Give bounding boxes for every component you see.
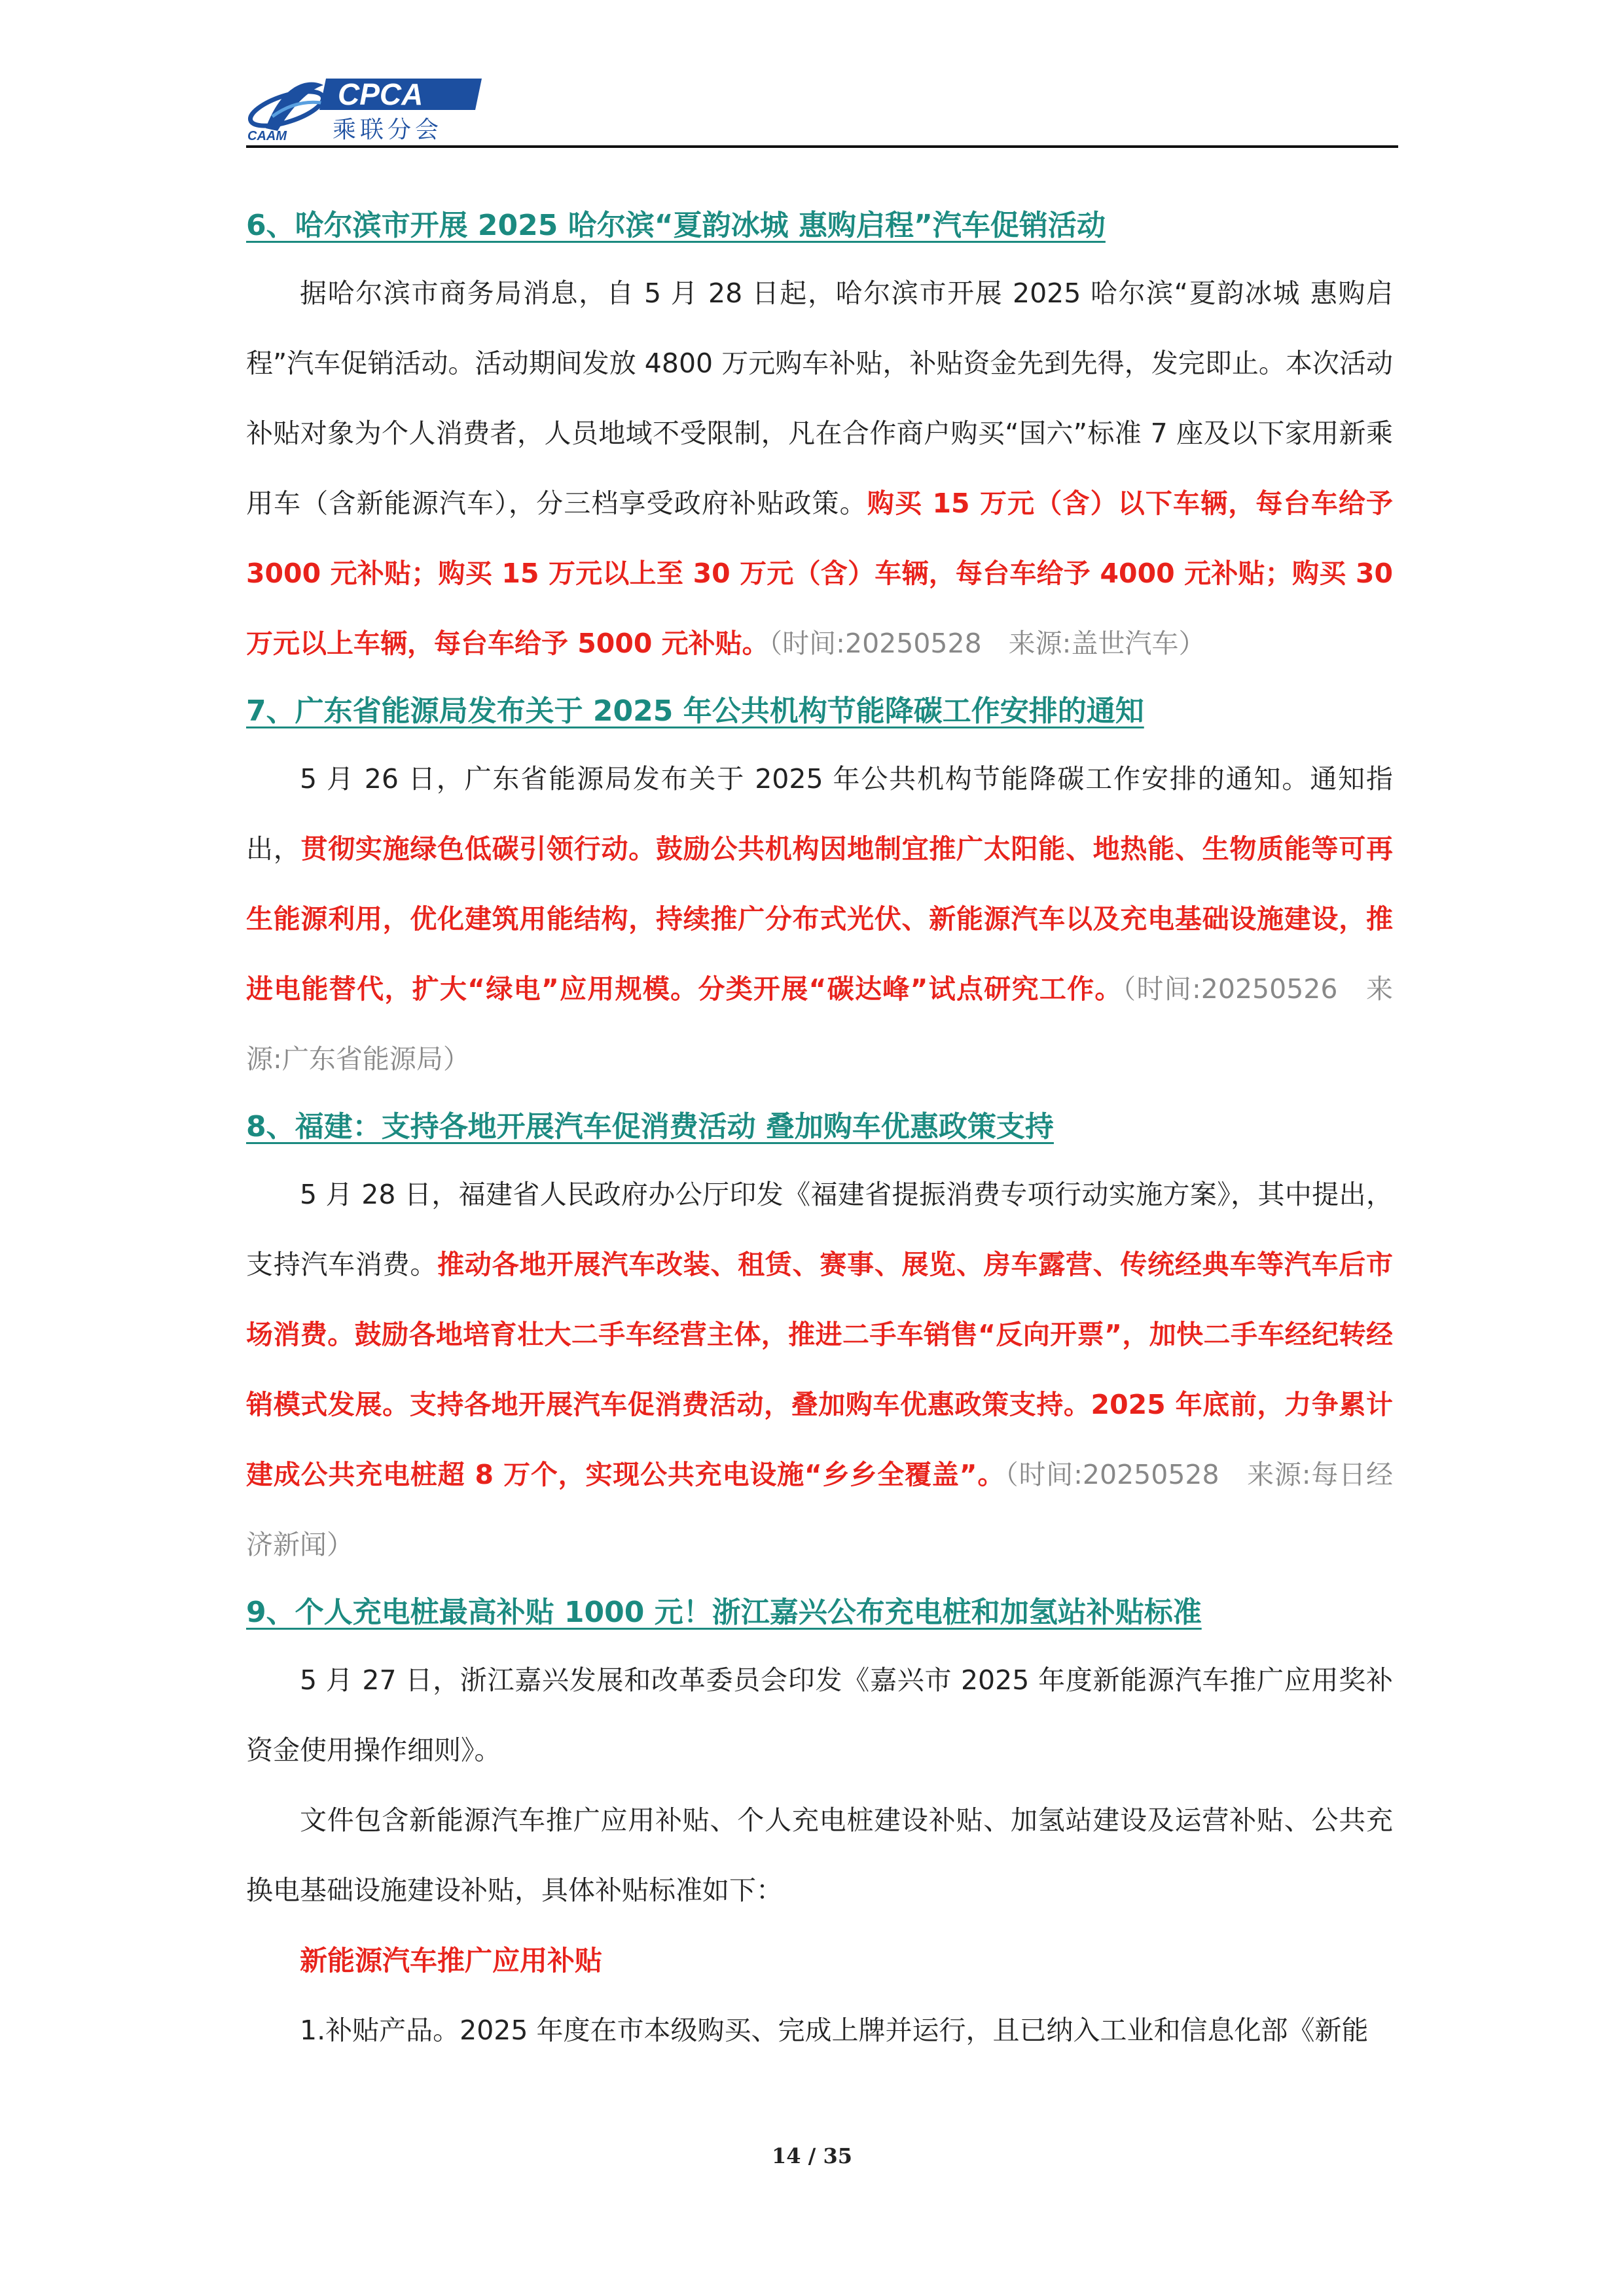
emphasis-text: 购买 15 万元（含）以下车辆，每台车给予 3000 元补贴；购买 15 万元以上至 30 万元（含）车辆，每台车给予 4000 元补贴；购买 30 万元以上车辆，每台车给予 5000 元补贴。 [246,488,1394,659]
emphasis-text: 推动各地开展汽车改装、租赁、赛事、展览、房车露营、传统经典车等汽车后市场消费。鼓励各地培育壮大二手车经营主体，推进二手车销售“反向开票”，加快二手车经纪转经销模式发展。支持各地开展汽车促消费活动，叠加购车优惠政策支持。2025 年底前，力争累计建成公共充电桩超 8 万个，实现公共充电设施“乡乡全覆盖”。 [246,1249,1393,1490]
paragraph [246,259,1393,679]
page-number: 14 / 35 [771,2144,853,2168]
section-heading: 9、个人充电桩最高补贴 1000 元！浙江嘉兴公布充电桩和加氢站补贴标准 [246,1596,1202,1629]
paragraph: 1.补贴产品。2025 年度在市本级购买、完成上牌并运行，且已纳入工业和信息化部《新能 [300,2015,1369,2046]
svg-text:CPCA: CPCA [338,77,424,111]
cpca-logo [246,71,482,143]
page-header [246,71,1398,148]
section-heading: 6、哈尔滨市开展 2025 哈尔滨“夏韵冰城 惠购启程”汽车促销活动 [246,209,1106,242]
source-note: （时间:20250528 来源:盖世汽车） [768,628,1206,659]
paragraph [246,744,1393,1094]
source-note: （时间:20250528 来源:每日经济新闻） [246,1459,1394,1560]
paragraph-text: 5 月 28 日，福建省人民政府办公厅印发《福建省提振消费专项行动实施方案》，其中提出，支持汽车消费。 [246,1179,1393,1280]
paragraph: 文件包含新能源汽车推广应用补贴、个人充电桩建设补贴、加氢站建设及运营补贴、公共充换电基础设施建设补贴，具体补贴标准如下： [246,1804,1393,1906]
header-rule [246,145,1398,148]
section-heading: 8、福建：支持各地开展汽车促消费活动 叠加购车优惠政策支持 [246,1110,1054,1143]
emphasis-text: 贯彻实施绿色低碳引领行动。鼓励公共机构因地制宜推广太阳能、地热能、生物质能等可再生能源利用，优化建筑用能结构，持续推广分布式光伏、新能源汽车以及充电基础设施建设，推进电能替代，扩大“绿电”应用规模。分类开展“碳达峰”试点研究工作。 [246,833,1394,1005]
document-body [246,193,1393,2066]
section-heading: 7、广东省能源局发布关于 2025 年公共机构节能降碳工作安排的通知 [246,694,1144,728]
paragraph-text: 据哈尔滨市商务局消息，自 5 月 28 日起，哈尔滨市开展 2025 哈尔滨“夏韵冰城 惠购启程”汽车促销活动。活动期间发放 4800 万元购车补贴，补贴资金先到先得，发完即止。本次活动补贴对象为个人消费者，人员地域不受限制，凡在合作商户购买“国六”标准 7 座及以下家用新乘用车（含新能源汽车），分三档享受政府补贴政策。 [246,278,1393,519]
cpca-logo-icon [246,71,482,144]
svg-text:CAAM: CAAM [247,129,287,143]
paragraph: 5 月 27 日，浙江嘉兴发展和改革委员会印发《嘉兴市 2025 年度新能源汽车推广应用奖补资金使用操作细则》。 [246,1664,1393,1766]
paragraph-text: 5 月 26 日，广东省能源局发布关于 2025 年公共机构节能降碳工作安排的通知。通知指出， [246,763,1393,865]
source-note: （时间:20250526 来源:广东省能源局） [246,973,1393,1075]
sub-heading: 新能源汽车推广应用补贴 [300,1945,603,1977]
paragraph [246,1160,1393,1580]
svg-text:乘联分会: 乘联分会 [333,117,443,143]
